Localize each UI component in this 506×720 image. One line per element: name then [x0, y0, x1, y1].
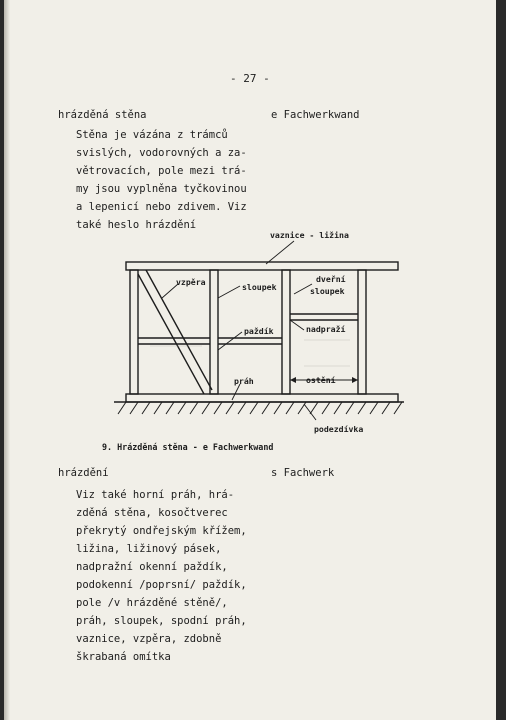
definition-line: větrovacích, pole mezi trá-	[76, 165, 247, 177]
definition-line: škrabaná omítka	[76, 651, 171, 663]
figure-caption: 9. Hrázděná stěna - e Fachwerkwand	[102, 442, 274, 452]
definition-line: práh, sloupek, spodní práh,	[76, 615, 247, 627]
label-door-post-1: dveřní	[316, 274, 346, 284]
timber-frame-wall-figure	[4, 0, 496, 460]
foundation-hatching	[118, 402, 402, 414]
label-jamb: ostění	[306, 375, 336, 385]
definition-line: Viz také horní práh, hrá-	[76, 489, 235, 501]
label-foundation: podezdívka	[314, 424, 364, 434]
door-post-left	[282, 270, 290, 394]
definition-line: nadpražní okenní paždík,	[76, 561, 228, 573]
brace	[138, 274, 204, 394]
definition-line: překrytý ondřejským křížem,	[76, 525, 247, 537]
label-post: sloupek	[242, 282, 277, 292]
wall-plate-beam	[126, 262, 398, 270]
entry-term-czech: hrázděná stěna	[58, 109, 147, 121]
page-number: - 27 -	[230, 72, 270, 85]
definition-line: podokenní /poprsní/ paždík,	[76, 579, 247, 591]
definition-line: zděná stěna, kosočtverec	[76, 507, 228, 519]
door-post-right	[358, 270, 366, 394]
definition-line: a lepenicí nebo zdivem. Viz	[76, 201, 247, 213]
label-door-post-2: sloupek	[310, 286, 345, 296]
leader-lines	[162, 241, 316, 420]
document-page	[4, 0, 496, 720]
definition-line: ližina, ližinový pásek,	[76, 543, 222, 555]
entry-term-czech: hrázdění	[58, 467, 109, 479]
definition-line: pole /v hrázděné stěně/,	[76, 597, 228, 609]
label-sill: práh	[234, 376, 254, 386]
sill-beam	[126, 394, 398, 402]
definition-line: také heslo hrázdění	[76, 219, 197, 231]
definition-line: svislých, vodorovných a za-	[76, 147, 247, 159]
entry-term-german: e Fachwerkwand	[271, 109, 360, 121]
label-rail: paždík	[244, 326, 274, 336]
corner-post-left	[130, 270, 138, 394]
definition-line: vaznice, vzpěra, zdobně	[76, 633, 222, 645]
definition-line: my jsou vyplněna tyčkovinou	[76, 183, 247, 195]
post-middle	[210, 270, 218, 394]
label-lintel: nadpraží	[306, 324, 346, 334]
label-wall-plate: vaznice - ližina	[270, 230, 349, 240]
entry-term-german: s Fachwerk	[271, 467, 335, 479]
brace-edge	[146, 270, 212, 390]
label-brace: vzpěra	[176, 277, 206, 287]
definition-line: Stěna je vázána z trámců	[76, 129, 228, 141]
